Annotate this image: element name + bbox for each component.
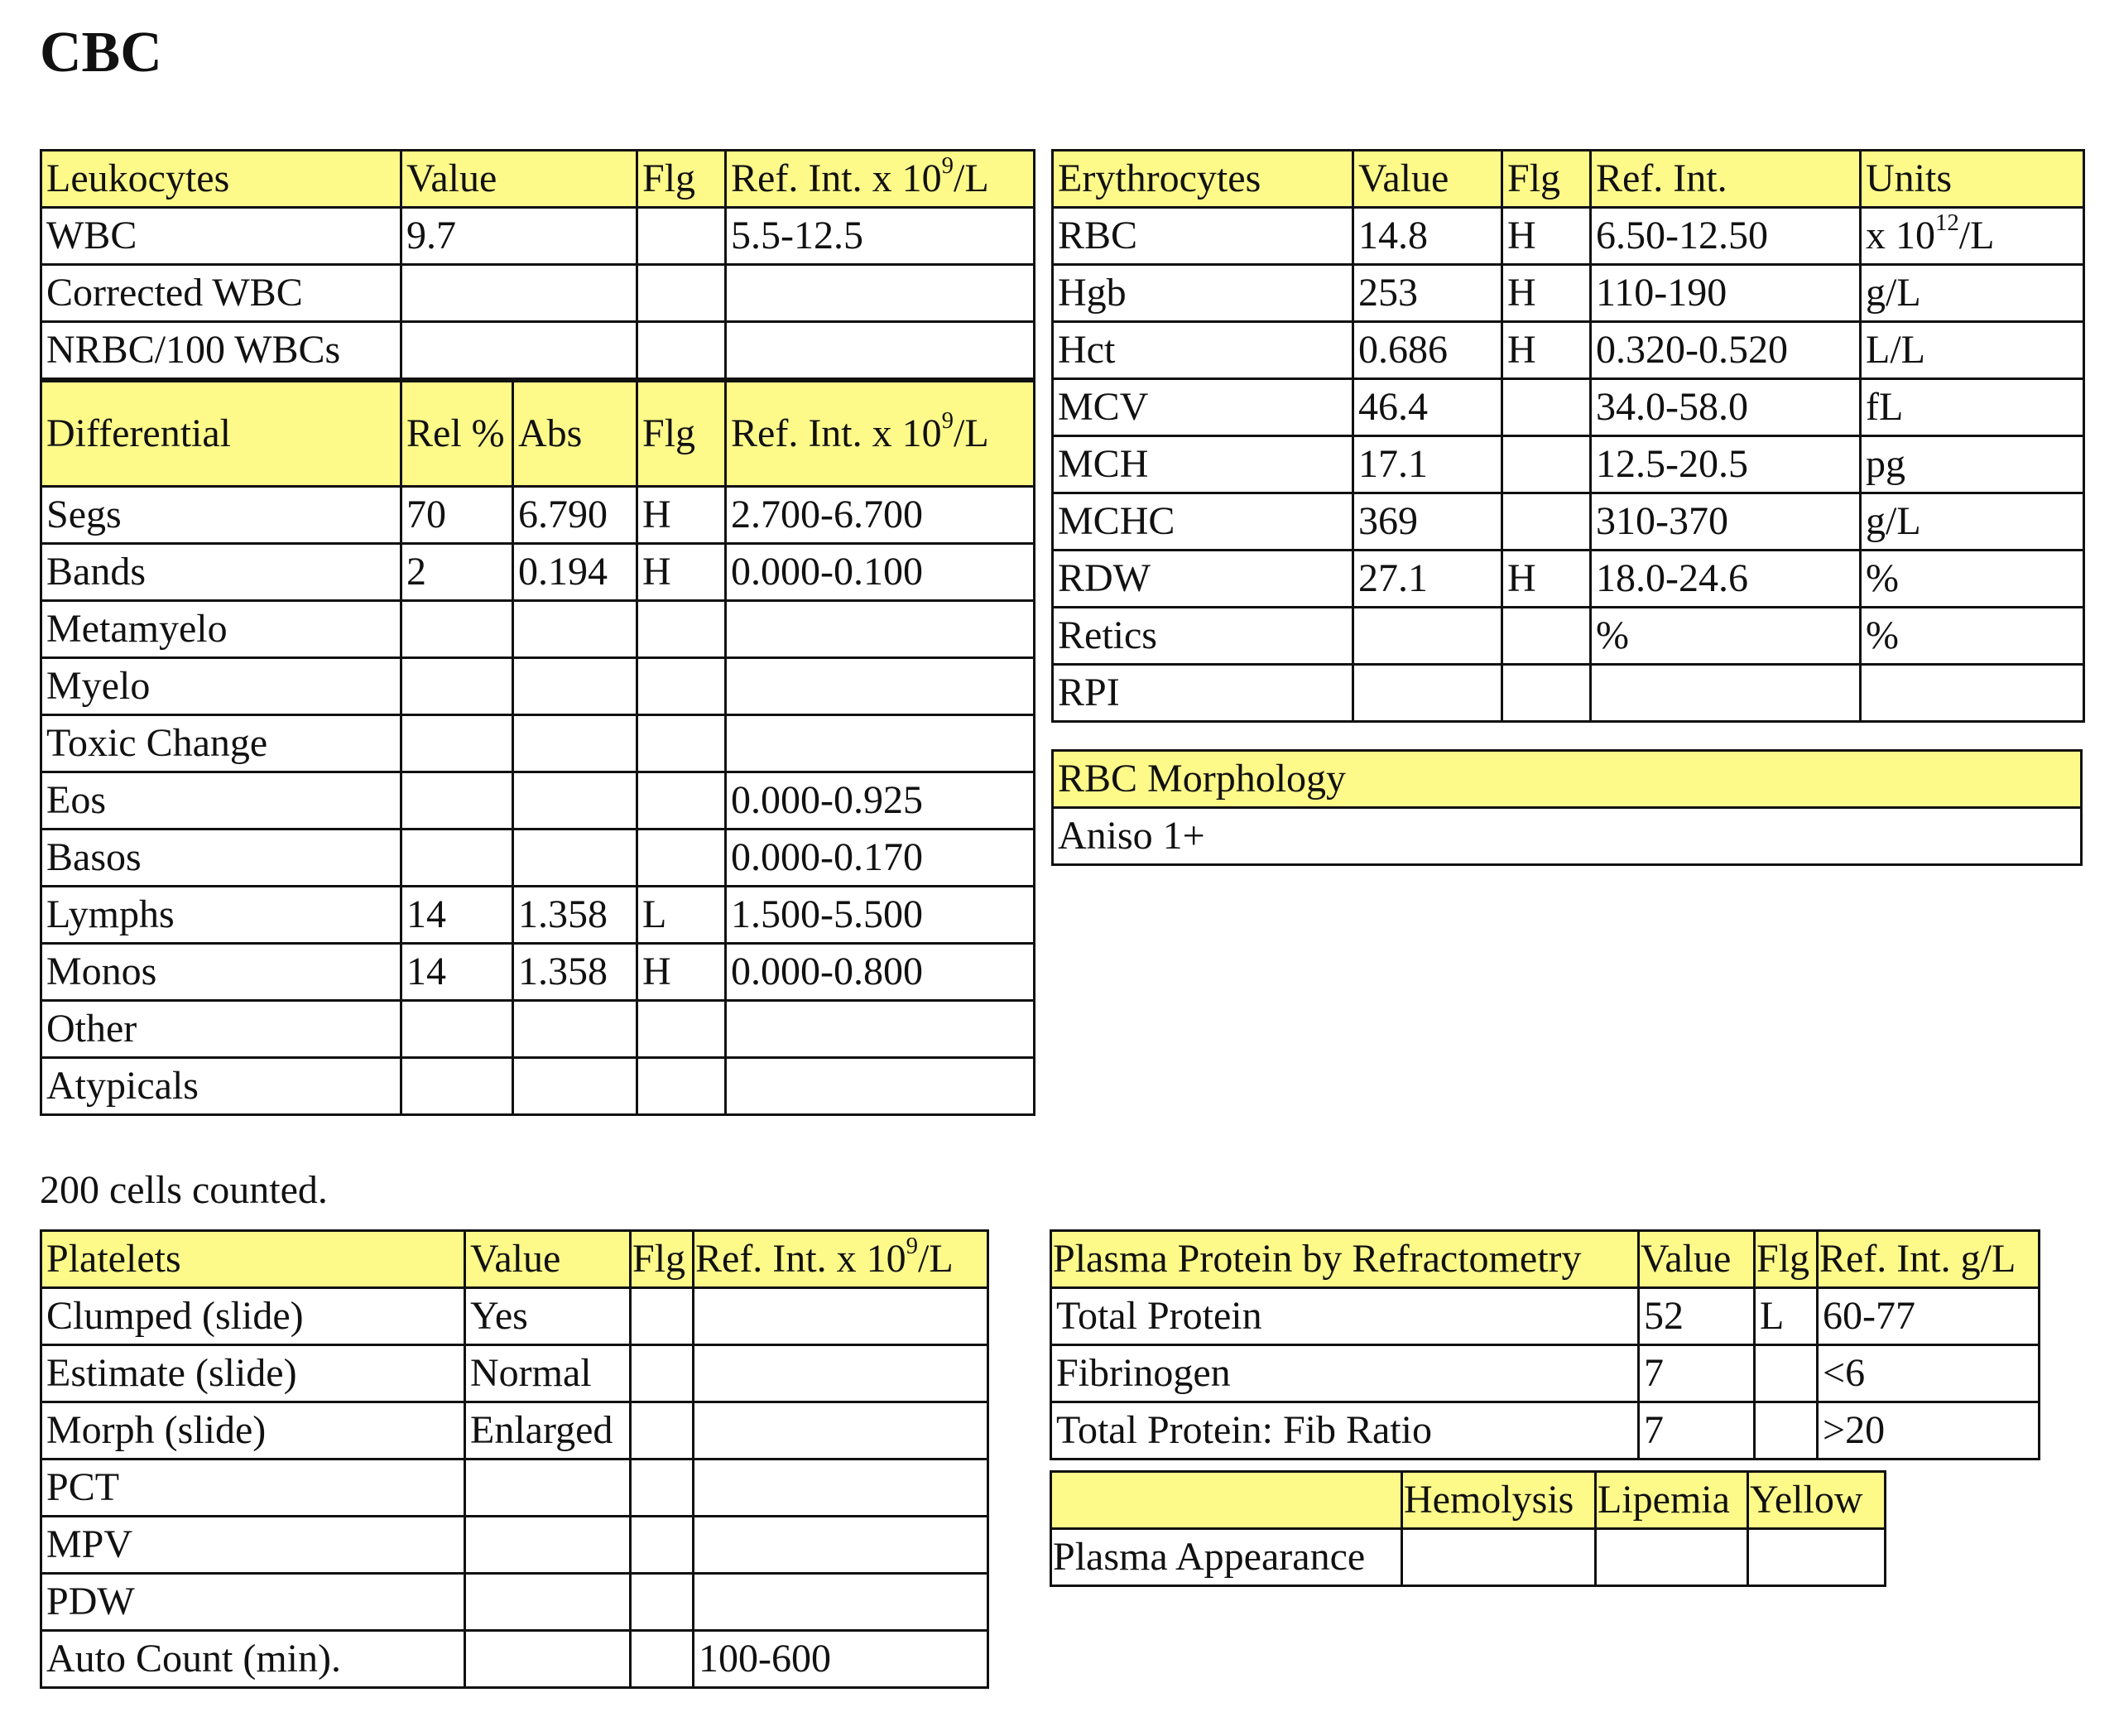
- row-abs: [513, 601, 637, 658]
- row-units: g/L: [1861, 265, 2084, 322]
- row-value: [401, 322, 637, 381]
- row-flag: H: [1502, 322, 1591, 379]
- row-label: RPI: [1053, 665, 1353, 722]
- row-flag: [637, 830, 726, 887]
- row-flag: [631, 1459, 694, 1517]
- row-ref: >20: [1818, 1402, 2040, 1459]
- row-flag: [1502, 608, 1591, 665]
- plasma-protein-header-row: [1051, 1231, 2040, 1288]
- erythrocytes-header-row: [1053, 151, 2084, 208]
- row-flag: [631, 1288, 694, 1345]
- row-ref: 0.000-0.800: [726, 944, 1035, 1001]
- row-ref: <6: [1818, 1345, 2040, 1402]
- row-label: MPV: [41, 1517, 465, 1574]
- row-label: MCV: [1053, 379, 1353, 436]
- hemolysis-header: Hemolysis: [1402, 1472, 1596, 1529]
- table-row: [41, 1001, 1035, 1058]
- row-ref: [726, 1001, 1035, 1058]
- table-row: [1053, 551, 2084, 608]
- row-ref: [694, 1459, 988, 1517]
- row-ref: 110-190: [1591, 265, 1861, 322]
- row-label: Atypicals: [41, 1058, 401, 1115]
- plasma-appearance-header-row: [1051, 1472, 1886, 1529]
- row-label: Estimate (slide): [41, 1345, 465, 1402]
- row-flag: [1755, 1345, 1818, 1402]
- row-flag: [637, 772, 726, 830]
- ref-header: Ref. Int. x $10^9/L$: [694, 1231, 988, 1288]
- table-row: [1053, 808, 2082, 865]
- value-header: Value: [1639, 1231, 1755, 1288]
- table-row: [41, 265, 1035, 322]
- row-flag: H: [637, 544, 726, 601]
- row-value: 7: [1639, 1345, 1755, 1402]
- row-rel: [401, 830, 513, 887]
- flag-header: Flg: [1755, 1231, 1818, 1288]
- lipemia-header: Lipemia: [1596, 1472, 1748, 1529]
- row-label: Bands: [41, 544, 401, 601]
- row-ref: 34.0-58.0: [1591, 379, 1861, 436]
- yellow-header: Yellow: [1748, 1472, 1886, 1529]
- platelets-table: [40, 1229, 989, 1689]
- table-row: [41, 887, 1035, 944]
- row-value: [1353, 608, 1502, 665]
- row-ref: 18.0-24.6: [1591, 551, 1861, 608]
- row-value: [1353, 665, 1502, 722]
- row-ref: 0.320-0.520: [1591, 322, 1861, 379]
- table-row: [41, 1574, 988, 1631]
- row-rel: [401, 715, 513, 772]
- table-row: [41, 944, 1035, 1001]
- table-row: [41, 715, 1035, 772]
- row-rel: [401, 1001, 513, 1058]
- row-units: %: [1861, 551, 2084, 608]
- row-ref: [1591, 665, 1861, 722]
- row-value: [465, 1574, 631, 1631]
- table-row: [41, 772, 1035, 830]
- row-rel: 70: [401, 487, 513, 544]
- row-ref: %: [1591, 608, 1861, 665]
- row-ref: 0.000-0.170: [726, 830, 1035, 887]
- table-row: [41, 1517, 988, 1574]
- differential-header: Differential: [41, 380, 401, 487]
- row-label: PDW: [41, 1574, 465, 1631]
- row-ref: 60-77: [1818, 1288, 2040, 1345]
- row-flag: [637, 208, 726, 265]
- value-header: Value: [401, 151, 637, 208]
- row-units: pg: [1861, 436, 2084, 493]
- leukocytes-header: Leukocytes: [41, 151, 401, 208]
- platelets-header: Platelets: [41, 1231, 465, 1288]
- row-value: 52: [1639, 1288, 1755, 1345]
- row-label: Total Protein: Fib Ratio: [1051, 1402, 1639, 1459]
- row-label: Retics: [1053, 608, 1353, 665]
- row-rel: [401, 658, 513, 715]
- rbc-morphology-header-row: [1053, 751, 2082, 808]
- ref-header: Ref. Int. x $10^9/L$: [726, 380, 1035, 487]
- row-value: [465, 1517, 631, 1574]
- row-label: Basos: [41, 830, 401, 887]
- row-label: Monos: [41, 944, 401, 1001]
- row-ref: [726, 601, 1035, 658]
- row-ref: 0.000-0.100: [726, 544, 1035, 601]
- row-value: Normal: [465, 1345, 631, 1402]
- blank-header: [1051, 1472, 1402, 1529]
- table-row: [41, 208, 1035, 265]
- row-label: NRBC/100 WBCs: [41, 322, 401, 381]
- row-abs: 1.358: [513, 887, 637, 944]
- row-label: Toxic Change: [41, 715, 401, 772]
- table-row: [41, 1058, 1035, 1115]
- platelets-header-row: [41, 1231, 988, 1288]
- row-flag: [631, 1631, 694, 1688]
- row-ref: 5.5-12.5: [726, 208, 1035, 265]
- units-header: Units: [1861, 151, 2084, 208]
- row-label: PCT: [41, 1459, 465, 1517]
- row-value: [465, 1459, 631, 1517]
- row-flag: [1755, 1402, 1818, 1459]
- row-flag: [631, 1402, 694, 1459]
- row-abs: [513, 715, 637, 772]
- row-units: g/L: [1861, 493, 2084, 551]
- row-abs: [513, 1001, 637, 1058]
- row-rel: 14: [401, 887, 513, 944]
- row-units: x $10^{12}/L$: [1861, 208, 2084, 265]
- row-value: [465, 1631, 631, 1688]
- row-label: Morph (slide): [41, 1402, 465, 1459]
- table-row: [41, 658, 1035, 715]
- flag-header: Flg: [1502, 151, 1591, 208]
- row-flag: [637, 715, 726, 772]
- row-rel: 14: [401, 944, 513, 1001]
- flag-header: Flg: [631, 1231, 694, 1288]
- table-row: [41, 544, 1035, 601]
- row-flag: [1502, 665, 1591, 722]
- cells-counted-note: 200 cells counted.: [40, 1168, 328, 1212]
- row-ref: [694, 1402, 988, 1459]
- page-title: CBC: [40, 21, 162, 84]
- row-value: Yes: [465, 1288, 631, 1345]
- row-flag: [637, 322, 726, 381]
- row-value: 253: [1353, 265, 1502, 322]
- row-flag: H: [1502, 208, 1591, 265]
- row-rel: [401, 772, 513, 830]
- row-ref: [694, 1288, 988, 1345]
- hemolysis-value: [1402, 1529, 1596, 1586]
- row-label: MCH: [1053, 436, 1353, 493]
- row-value: 7: [1639, 1402, 1755, 1459]
- row-label: Plasma Appearance: [1051, 1529, 1402, 1586]
- table-row: [1051, 1345, 2040, 1402]
- erythrocytes-header: Erythrocytes: [1053, 151, 1353, 208]
- row-flag: [1502, 493, 1591, 551]
- ref-header: Ref. Int. x $10^9/L$: [726, 151, 1035, 208]
- erythrocytes-table: [1051, 149, 2085, 723]
- table-row: [41, 1402, 988, 1459]
- row-abs: 1.358: [513, 944, 637, 1001]
- row-label: Eos: [41, 772, 401, 830]
- row-label: RBC: [1053, 208, 1353, 265]
- row-flag: [1502, 436, 1591, 493]
- row-abs: [513, 1058, 637, 1115]
- row-ref: [726, 322, 1035, 381]
- row-units: [1861, 665, 2084, 722]
- table-row: [1051, 1402, 2040, 1459]
- abs-header: Abs: [513, 380, 637, 487]
- differential-header-row: [41, 380, 1035, 487]
- row-value: 27.1: [1353, 551, 1502, 608]
- table-row: [1053, 493, 2084, 551]
- table-row: [41, 1459, 988, 1517]
- row-ref: [694, 1517, 988, 1574]
- row-abs: [513, 658, 637, 715]
- row-label: RDW: [1053, 551, 1353, 608]
- plasma-appearance-table: [1050, 1470, 1886, 1587]
- rbc-morphology-header: RBC Morphology: [1053, 751, 2082, 808]
- table-row: [1051, 1529, 1886, 1586]
- row-rel: [401, 601, 513, 658]
- row-flag: [631, 1517, 694, 1574]
- row-label: Fibrinogen: [1051, 1345, 1639, 1402]
- row-flag: H: [1502, 265, 1591, 322]
- row-ref: 100-600: [694, 1631, 988, 1688]
- row-ref: [726, 715, 1035, 772]
- rbc-morphology-value: Aniso 1+: [1053, 808, 2082, 865]
- row-label: Hct: [1053, 322, 1353, 379]
- row-ref: [726, 658, 1035, 715]
- row-ref: [726, 1058, 1035, 1115]
- value-header: Value: [465, 1231, 631, 1288]
- row-value: [401, 265, 637, 322]
- row-label: Hgb: [1053, 265, 1353, 322]
- table-row: [1053, 665, 2084, 722]
- row-label: Corrected WBC: [41, 265, 401, 322]
- table-row: [41, 1345, 988, 1402]
- table-row: [1053, 208, 2084, 265]
- row-flag: [637, 1058, 726, 1115]
- row-value: 9.7: [401, 208, 637, 265]
- row-flag: L: [637, 887, 726, 944]
- row-label: Lymphs: [41, 887, 401, 944]
- row-value: Enlarged: [465, 1402, 631, 1459]
- row-label: Total Protein: [1051, 1288, 1639, 1345]
- table-row: [41, 322, 1035, 381]
- row-flag: [1502, 379, 1591, 436]
- row-rel: 2: [401, 544, 513, 601]
- row-flag: L: [1755, 1288, 1818, 1345]
- row-label: Segs: [41, 487, 401, 544]
- table-row: [41, 487, 1035, 544]
- flag-header: Flg: [637, 380, 726, 487]
- row-flag: [637, 601, 726, 658]
- row-flag: H: [637, 944, 726, 1001]
- row-ref: 6.50-12.50: [1591, 208, 1861, 265]
- row-value: 17.1: [1353, 436, 1502, 493]
- row-abs: [513, 830, 637, 887]
- leukocytes-header-row: [41, 151, 1035, 208]
- row-rel: [401, 1058, 513, 1115]
- row-value: 46.4: [1353, 379, 1502, 436]
- row-label: WBC: [41, 208, 401, 265]
- leukocytes-table: [40, 149, 1035, 1116]
- row-ref: [726, 265, 1035, 322]
- yellow-value: [1748, 1529, 1886, 1586]
- row-flag: [637, 1001, 726, 1058]
- plasma-protein-header: Plasma Protein by Refractometry: [1051, 1231, 1639, 1288]
- row-value: 0.686: [1353, 322, 1502, 379]
- table-row: [1053, 608, 2084, 665]
- row-label: Other: [41, 1001, 401, 1058]
- row-ref: 310-370: [1591, 493, 1861, 551]
- table-row: [1053, 436, 2084, 493]
- row-flag: [637, 265, 726, 322]
- row-units: L/L: [1861, 322, 2084, 379]
- lipemia-value: [1596, 1529, 1748, 1586]
- table-row: [1053, 265, 2084, 322]
- row-ref: [694, 1574, 988, 1631]
- row-units: %: [1861, 608, 2084, 665]
- row-flag: [637, 658, 726, 715]
- ref-header: Ref. Int.: [1591, 151, 1861, 208]
- table-row: [41, 1288, 988, 1345]
- table-row: [1053, 322, 2084, 379]
- row-flag: H: [1502, 551, 1591, 608]
- row-abs: 6.790: [513, 487, 637, 544]
- row-flag: [631, 1345, 694, 1402]
- row-label: Auto Count (min).: [41, 1631, 465, 1688]
- flag-header: Flg: [637, 151, 726, 208]
- row-units: fL: [1861, 379, 2084, 436]
- row-value: 14.8: [1353, 208, 1502, 265]
- value-header: Value: [1353, 151, 1502, 208]
- row-flag: H: [637, 487, 726, 544]
- row-label: Clumped (slide): [41, 1288, 465, 1345]
- table-row: [1053, 379, 2084, 436]
- row-ref: 12.5-20.5: [1591, 436, 1861, 493]
- row-abs: 0.194: [513, 544, 637, 601]
- table-row: [1051, 1288, 2040, 1345]
- row-ref: 2.700-6.700: [726, 487, 1035, 544]
- row-value: 369: [1353, 493, 1502, 551]
- row-label: MCHC: [1053, 493, 1353, 551]
- table-row: [41, 601, 1035, 658]
- row-flag: [631, 1574, 694, 1631]
- row-ref: 0.000-0.925: [726, 772, 1035, 830]
- table-row: [41, 1631, 988, 1688]
- row-label: Metamyelo: [41, 601, 401, 658]
- row-abs: [513, 772, 637, 830]
- row-label: Myelo: [41, 658, 401, 715]
- ref-header: Ref. Int. g/L: [1818, 1231, 2040, 1288]
- rbc-morphology-table: [1051, 749, 2083, 866]
- plasma-protein-table: [1050, 1229, 2040, 1460]
- table-row: [41, 830, 1035, 887]
- rel-percent-header: Rel %: [401, 380, 513, 487]
- row-ref: [694, 1345, 988, 1402]
- row-ref: 1.500-5.500: [726, 887, 1035, 944]
